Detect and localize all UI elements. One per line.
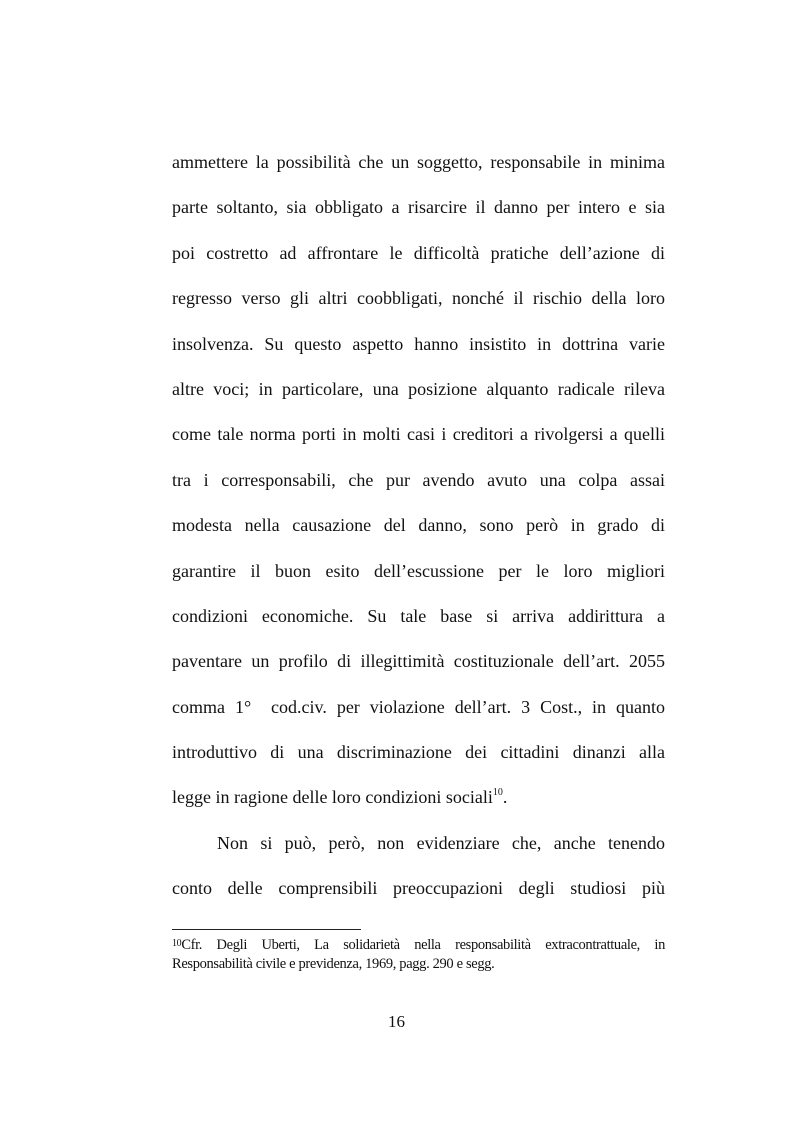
paragraph-line: introduttivo di una discriminazione dei cittadini dinanzi alla <box>172 742 665 763</box>
paragraph-line-indented: Non si può, però, non evidenziare che, anche tenendo <box>217 832 665 853</box>
paragraph-last-line <box>172 781 665 826</box>
footnote-number: 10 <box>172 938 182 949</box>
footnote-line <box>172 934 665 954</box>
paragraph-line: comma 1° cod.civ. per violazione dell’art. 3 Cost., in quanto <box>172 696 665 717</box>
paragraph-line: tra i corresponsabili, che pur avendo avuto una colpa assai <box>172 469 665 490</box>
footnote-text: Cfr. Degli Uberti, La solidarietà nella responsabilità extracontrattuale, in <box>181 937 665 953</box>
paragraph-line: ammettere la possibilità che un soggetto, responsabile in minima <box>172 152 665 172</box>
paragraph-last-line-end: . <box>502 787 508 808</box>
paragraph-line: parte soltanto, sia obbligato a risarcire il danno per intero e sia <box>172 197 665 218</box>
footnote-reference[interactable]: 10 <box>492 787 503 799</box>
footnote-line: Responsabilità civile e previdenza, 1969, pagg. 290 e segg. <box>172 956 495 972</box>
body-text <box>172 146 665 918</box>
page-number: 16 <box>388 1012 405 1031</box>
footnote-separator <box>172 929 361 930</box>
footnote <box>172 934 665 974</box>
paragraph-line: conto delle comprensibili preoccupazioni degli studiosi più <box>172 878 665 899</box>
paragraph-last-line-text: legge in ragione delle loro condizioni sociali <box>172 787 493 808</box>
paragraph-line: garantire il buon esito dell’escussione per le loro migliori <box>172 560 665 581</box>
paragraph-line: altre voci; in particolare, una posizione alquanto radicale rileva <box>172 378 665 399</box>
paragraph-line: regresso verso gli altri coobbligati, nonché il rischio della loro <box>172 288 665 309</box>
paragraph-line: come tale norma porti in molti casi i creditori a rivolgersi a quelli <box>172 424 665 445</box>
paragraph-line: condizioni economiche. Su tale base si arriva addirittura a <box>172 605 665 626</box>
paragraph-line: poi costretto ad affrontare le difficoltà pratiche dell’azione di <box>172 242 665 263</box>
paragraph-line: modesta nella causazione del danno, sono però in grado di <box>172 515 665 536</box>
paragraph-line: paventare un profilo di illegittimità costituzionale dell’art. 2055 <box>172 651 665 672</box>
paragraph-line: insolvenza. Su questo aspetto hanno insistito in dottrina varie <box>172 333 665 354</box>
